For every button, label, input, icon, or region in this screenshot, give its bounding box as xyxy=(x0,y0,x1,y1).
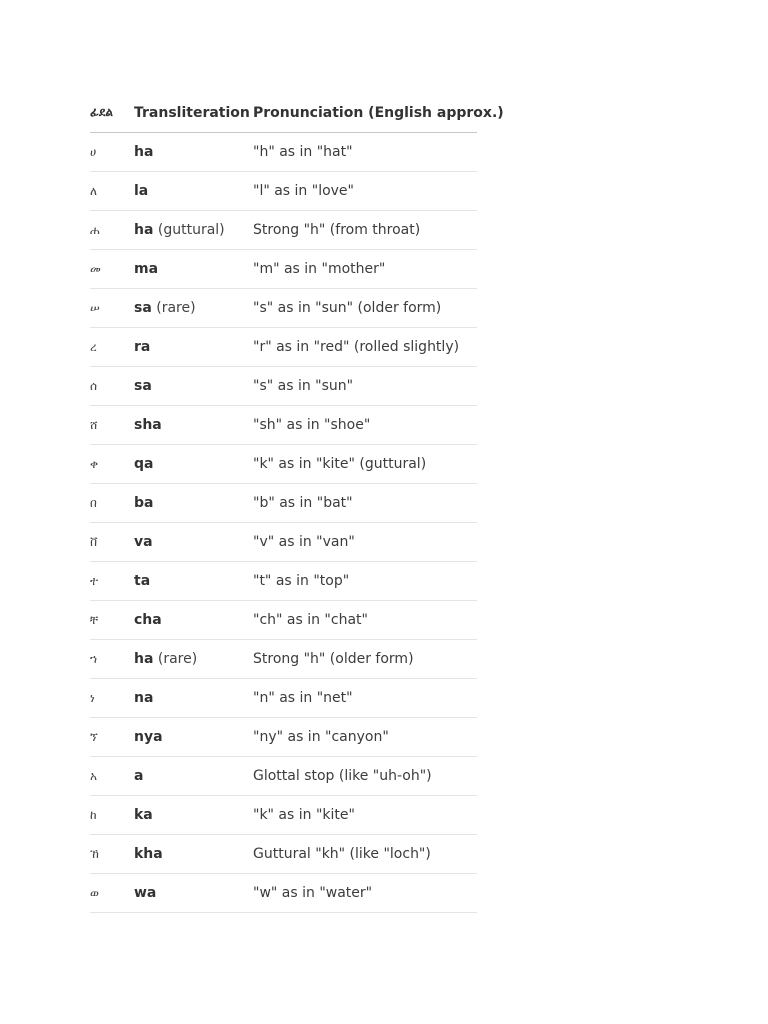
fidel-cell: ተ xyxy=(90,562,134,601)
fidel-cell: ነ xyxy=(90,679,134,718)
fidel-cell: ቀ xyxy=(90,445,134,484)
fidel-table xyxy=(90,93,504,913)
fidel-cell: ከ xyxy=(90,796,134,835)
table-row xyxy=(90,835,477,874)
pronunciation-cell: "t" as in "top" xyxy=(253,562,477,601)
pronunciation-cell: Strong "h" (older form) xyxy=(253,640,477,679)
table-row xyxy=(90,757,477,796)
pronunciation-cell: "ch" as in "chat" xyxy=(253,601,477,640)
transliteration-text: ra xyxy=(134,339,151,355)
transliteration-text: ha xyxy=(134,144,154,160)
transliteration-cell xyxy=(134,211,253,250)
table-row xyxy=(90,445,477,484)
table-row xyxy=(90,133,477,172)
fidel-cell: ኀ xyxy=(90,640,134,679)
pronunciation-cell: Guttural "kh" (like "loch") xyxy=(253,835,477,874)
table-row xyxy=(90,679,477,718)
transliteration-note: (rare) xyxy=(151,300,196,316)
table-row xyxy=(90,211,477,250)
transliteration-text: sa xyxy=(134,300,152,316)
fidel-table-container xyxy=(90,93,504,913)
fidel-cell: ሸ xyxy=(90,406,134,445)
fidel-cell: ኘ xyxy=(90,718,134,757)
table-row xyxy=(90,562,477,601)
table-header xyxy=(90,93,504,133)
transliteration-cell xyxy=(134,796,253,835)
transliteration-cell xyxy=(134,601,253,640)
transliteration-text: ma xyxy=(134,261,159,277)
fidel-cell: ቨ xyxy=(90,523,134,562)
pronunciation-cell: Strong "h" (from throat) xyxy=(253,211,477,250)
pronunciation-cell: "k" as in "kite" (guttural) xyxy=(253,445,477,484)
fidel-cell: ወ xyxy=(90,874,134,913)
transliteration-text: ha xyxy=(134,222,154,238)
transliteration-cell xyxy=(134,250,253,289)
transliteration-text: nya xyxy=(134,729,163,745)
pronunciation-cell: Glottal stop (like "uh-oh") xyxy=(253,757,477,796)
transliteration-text: a xyxy=(134,768,144,784)
pronunciation-cell: "l" as in "love" xyxy=(253,172,477,211)
transliteration-text: cha xyxy=(134,612,162,628)
transliteration-text: va xyxy=(134,534,153,550)
transliteration-note: (rare) xyxy=(153,651,198,667)
table-row xyxy=(90,289,477,328)
pronunciation-cell: "s" as in "sun" xyxy=(253,367,477,406)
fidel-cell: ሠ xyxy=(90,289,134,328)
table-row xyxy=(90,406,477,445)
transliteration-text: qa xyxy=(134,456,154,472)
table-row xyxy=(90,796,477,835)
table-row xyxy=(90,718,477,757)
transliteration-text: sha xyxy=(134,417,162,433)
table-row xyxy=(90,523,477,562)
transliteration-text: wa xyxy=(134,885,157,901)
transliteration-cell xyxy=(134,172,253,211)
transliteration-text: kha xyxy=(134,846,163,862)
pronunciation-cell: "v" as in "van" xyxy=(253,523,477,562)
pronunciation-cell: "b" as in "bat" xyxy=(253,484,477,523)
transliteration-text: ka xyxy=(134,807,153,823)
table-body xyxy=(90,133,477,913)
transliteration-cell xyxy=(134,562,253,601)
fidel-cell: መ xyxy=(90,250,134,289)
transliteration-note: (guttural) xyxy=(153,222,225,238)
table-row xyxy=(90,640,477,679)
table-row xyxy=(90,328,477,367)
transliteration-cell xyxy=(134,133,253,172)
fidel-cell: ኸ xyxy=(90,835,134,874)
header-pronunciation: Pronunciation (English approx.) xyxy=(253,93,477,133)
header-fidel: ፊደል xyxy=(90,93,134,133)
transliteration-cell xyxy=(134,640,253,679)
transliteration-cell xyxy=(134,484,253,523)
transliteration-text: na xyxy=(134,690,154,706)
pronunciation-cell: "h" as in "hat" xyxy=(253,133,477,172)
pronunciation-cell: "w" as in "water" xyxy=(253,874,477,913)
pronunciation-cell: "s" as in "sun" (older form) xyxy=(253,289,477,328)
transliteration-cell xyxy=(134,874,253,913)
header-row xyxy=(90,93,477,133)
transliteration-text: ba xyxy=(134,495,154,511)
transliteration-cell xyxy=(134,718,253,757)
fidel-cell: በ xyxy=(90,484,134,523)
table-row xyxy=(90,250,477,289)
transliteration-cell xyxy=(134,523,253,562)
transliteration-cell xyxy=(134,757,253,796)
pronunciation-cell: "r" as in "red" (rolled slightly) xyxy=(253,328,477,367)
fidel-cell: ሐ xyxy=(90,211,134,250)
transliteration-text: sa xyxy=(134,378,152,394)
fidel-cell: ረ xyxy=(90,328,134,367)
fidel-cell: ለ xyxy=(90,172,134,211)
transliteration-cell xyxy=(134,367,253,406)
pronunciation-cell: "n" as in "net" xyxy=(253,679,477,718)
transliteration-cell xyxy=(134,835,253,874)
table-row xyxy=(90,874,477,913)
transliteration-text: ha xyxy=(134,651,154,667)
table-row xyxy=(90,601,477,640)
transliteration-cell xyxy=(134,328,253,367)
fidel-cell: አ xyxy=(90,757,134,796)
transliteration-cell xyxy=(134,679,253,718)
header-transliteration: Transliteration xyxy=(134,93,253,133)
pronunciation-cell: "ny" as in "canyon" xyxy=(253,718,477,757)
transliteration-cell xyxy=(134,406,253,445)
pronunciation-cell: "m" as in "mother" xyxy=(253,250,477,289)
transliteration-text: ta xyxy=(134,573,151,589)
pronunciation-cell: "sh" as in "shoe" xyxy=(253,406,477,445)
transliteration-cell xyxy=(134,445,253,484)
table-row xyxy=(90,367,477,406)
fidel-cell: ሰ xyxy=(90,367,134,406)
table-row xyxy=(90,172,477,211)
pronunciation-cell: "k" as in "kite" xyxy=(253,796,477,835)
fidel-cell: ሀ xyxy=(90,133,134,172)
fidel-cell: ቸ xyxy=(90,601,134,640)
transliteration-text: la xyxy=(134,183,149,199)
transliteration-cell xyxy=(134,289,253,328)
table-row xyxy=(90,484,477,523)
